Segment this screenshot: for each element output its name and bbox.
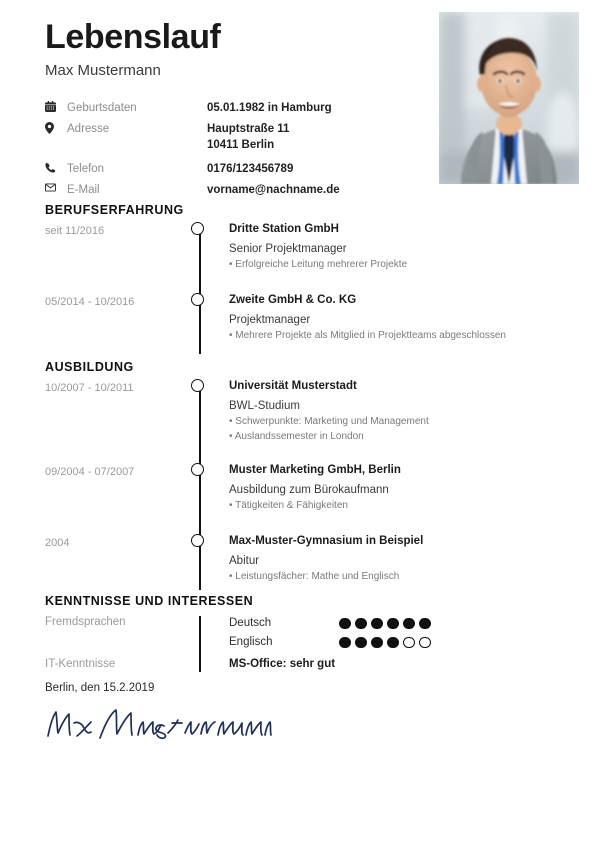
entry-bullet: • Tätigkeiten & Fähigkeiten <box>229 499 401 513</box>
skills-label: IT-Kenntnisse <box>45 658 116 670</box>
contact-row-birth <box>45 100 435 117</box>
education-entry <box>45 379 555 444</box>
skills-label: Fremdsprachen <box>45 616 126 628</box>
contact-row-phone <box>45 161 435 178</box>
rating-dot-filled <box>403 618 415 630</box>
phone-icon <box>45 161 67 173</box>
contact-value: vorname@nachname.de <box>207 184 340 196</box>
location-pin-icon <box>45 121 67 134</box>
language-name: Deutsch <box>229 617 272 629</box>
contact-value: 05.01.1982 in Hamburg <box>207 102 332 114</box>
section-title-experience: BERUFSERFAHRUNG <box>45 203 184 217</box>
rating-dot-empty <box>419 637 431 649</box>
entry-body <box>200 463 401 513</box>
entry-bullet: • Auslandssemester in London <box>229 430 429 444</box>
entry-bullet: • Schwerpunkte: Marketing und Management <box>229 415 429 429</box>
entry-organization: Universität Musterstadt <box>229 380 357 392</box>
address-line-1: Hauptstraße 11 <box>207 123 290 135</box>
timeline-dot-icon <box>191 293 204 306</box>
skills-section <box>45 614 555 673</box>
calendar-icon <box>45 100 67 112</box>
entry-organization: Dritte Station GmbH <box>229 223 339 235</box>
page-title: Lebenslauf <box>45 18 221 56</box>
contact-details <box>45 100 435 203</box>
place-and-date: Berlin, den 15.2.2019 <box>45 682 155 694</box>
skills-row-languages <box>45 614 555 652</box>
entry-body <box>200 293 506 343</box>
portrait-photo <box>439 12 579 184</box>
entry-role: Ausbildung zum Bürokaufmann <box>229 484 389 496</box>
rating-dot-filled <box>387 618 399 630</box>
rating-dot-filled <box>387 637 399 649</box>
contact-row-address <box>45 121 435 153</box>
timeline-dot-icon <box>191 222 204 235</box>
education-entry <box>45 534 555 584</box>
rating-dot-filled <box>355 618 367 630</box>
rating-dot-filled <box>339 637 351 649</box>
education-entry <box>45 463 555 513</box>
envelope-icon <box>45 182 67 192</box>
experience-entry <box>45 293 555 343</box>
skills-values <box>200 614 555 652</box>
experience-timeline <box>45 222 555 343</box>
entry-bullet: • Mehrere Projekte als Mitglied in Projektteams abgeschlossen <box>229 329 506 343</box>
entry-date: seit 11/2016 <box>45 225 105 237</box>
entry-organization: Muster Marketing GmbH, Berlin <box>229 464 401 476</box>
entry-body <box>200 222 407 272</box>
applicant-name: Max Mustermann <box>45 61 161 79</box>
language-rating-deutsch <box>339 618 431 630</box>
entry-date: 10/2007 - 10/2011 <box>45 382 134 394</box>
entry-role: Abitur <box>229 555 260 567</box>
skills-row-it <box>45 656 555 673</box>
contact-label: Adresse <box>67 123 110 135</box>
language-name: Englisch <box>229 636 273 648</box>
entry-date: 2004 <box>45 537 70 549</box>
contact-label: Geburtsdaten <box>67 102 137 114</box>
entry-bullet: • Leistungsfächer: Mathe und Englisch <box>229 570 423 584</box>
entry-body <box>200 379 429 444</box>
rating-dot-filled <box>339 618 351 630</box>
entry-organization: Zweite GmbH & Co. KG <box>229 294 357 306</box>
signature-graphic <box>44 702 274 748</box>
section-title-skills: KENNTNISSE UND INTERESSEN <box>45 594 254 608</box>
signature <box>44 702 274 748</box>
entry-role: Senior Projektmanager <box>229 243 347 255</box>
timeline-dot-icon <box>191 463 204 476</box>
contact-label: E-Mail <box>67 184 100 196</box>
education-timeline <box>45 379 555 584</box>
rating-dot-filled <box>371 618 383 630</box>
rating-dot-filled <box>355 637 367 649</box>
skills-values <box>200 656 555 673</box>
language-row <box>229 614 555 633</box>
timeline-dot-icon <box>191 379 204 392</box>
entry-organization: Max-Muster-Gymnasium in Beispiel <box>229 535 424 547</box>
entry-role: Projektmanager <box>229 314 311 326</box>
entry-body <box>200 534 423 584</box>
contact-value <box>207 121 289 153</box>
entry-role: BWL-Studium <box>229 400 300 412</box>
entry-date: 05/2014 - 10/2016 <box>45 296 135 308</box>
section-title-education: AUSBILDUNG <box>45 360 134 374</box>
language-row <box>229 633 555 652</box>
it-skill-value: MS-Office: sehr gut <box>229 658 336 670</box>
rating-dot-empty <box>403 637 415 649</box>
contact-row-email <box>45 182 435 199</box>
entry-date: 09/2004 - 07/2007 <box>45 466 135 478</box>
experience-entry <box>45 222 555 272</box>
rating-dot-filled <box>419 618 431 630</box>
contact-value: 0176/123456789 <box>207 163 294 175</box>
contact-label: Telefon <box>67 163 105 175</box>
address-line-2: 10411 Berlin <box>207 139 275 151</box>
rating-dot-filled <box>371 637 383 649</box>
entry-bullet: • Erfolgreiche Leitung mehrerer Projekte <box>229 258 407 272</box>
cv-header <box>45 20 425 79</box>
portrait-photo-graphic <box>439 12 579 184</box>
timeline-dot-icon <box>191 534 204 547</box>
language-rating-englisch <box>339 637 431 649</box>
